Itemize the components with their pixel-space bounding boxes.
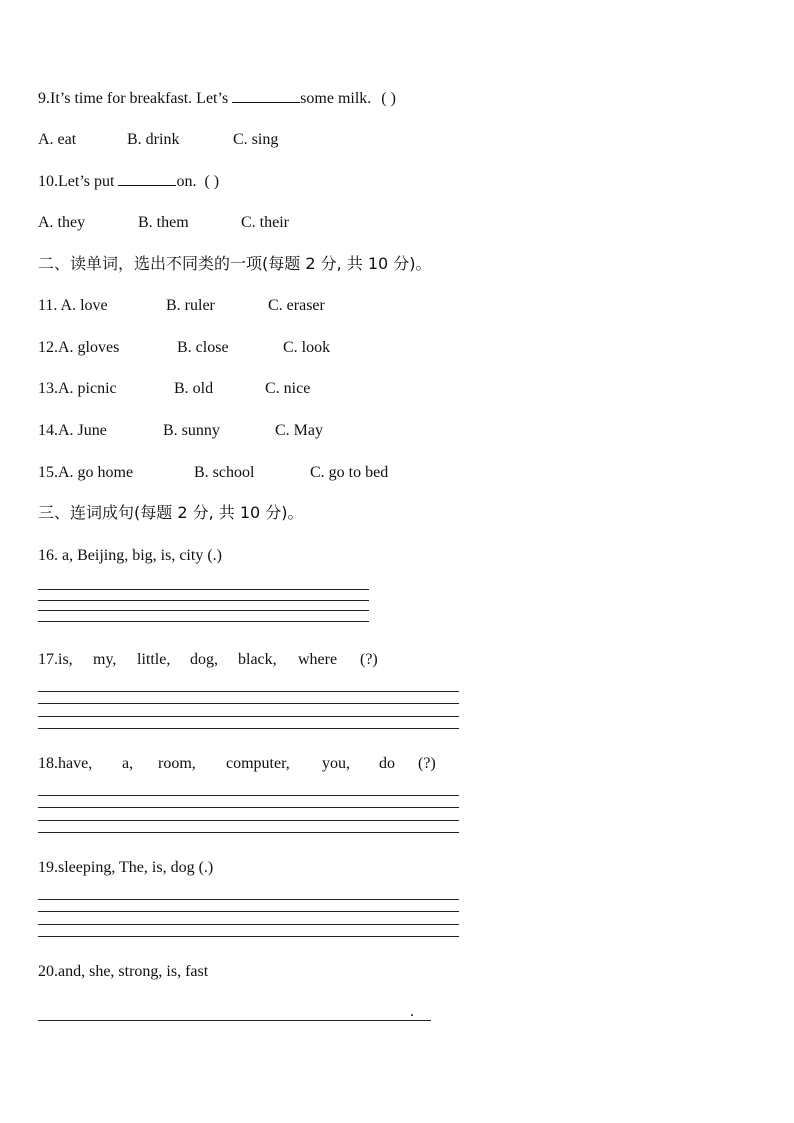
section-3-title: 三、连词成句(每题 2 分, 共 10 分)。 bbox=[38, 503, 304, 522]
question-18-word: room, bbox=[158, 755, 196, 772]
question-18-word: you, bbox=[322, 755, 350, 772]
question-17-word: 17.is, bbox=[38, 651, 73, 668]
question-10-option-c: C. their bbox=[241, 214, 289, 231]
question-17-word: (?) bbox=[360, 651, 378, 668]
question-17-word: little, bbox=[137, 651, 171, 668]
question-9-option-c: C. sing bbox=[233, 131, 279, 148]
question-10-blank[interactable] bbox=[118, 171, 176, 186]
question-10-stem: 10.Let’s put bbox=[38, 173, 115, 190]
question-9-stem: 9.It’s time for breakfast. Let’s bbox=[38, 90, 229, 107]
question-16-words: 16. a, Beijing, big, is, city (.) bbox=[38, 547, 222, 564]
question-13-option-a: 13.A. picnic bbox=[38, 380, 117, 397]
question-20-words: 20.and, she, strong, is, fast bbox=[38, 963, 209, 980]
question-19-words: 19.sleeping, The, is, dog (.) bbox=[38, 859, 214, 876]
question-11-option-c: C. eraser bbox=[268, 297, 325, 314]
question-9-stem-end: some milk. bbox=[300, 90, 372, 107]
question-15-option-a: 15.A. go home bbox=[38, 464, 134, 481]
question-10-option-b: B. them bbox=[138, 214, 189, 231]
question-18-word: (?) bbox=[418, 755, 436, 772]
question-13-option-c: C. nice bbox=[265, 380, 311, 397]
question-15-option-b: B. school bbox=[194, 464, 255, 481]
question-18-word: computer, bbox=[226, 755, 290, 772]
question-9-option-b: B. drink bbox=[127, 131, 180, 148]
question-18-word: a, bbox=[122, 755, 134, 772]
question-20-period: . bbox=[410, 1003, 414, 1020]
question-13-option-b: B. old bbox=[174, 380, 214, 397]
question-15-option-c: C. go to bed bbox=[310, 464, 389, 481]
question-18-word: 18.have, bbox=[38, 755, 93, 772]
question-10-answer-paren[interactable]: ( ) bbox=[204, 173, 220, 190]
question-11-option-a: 11. A. love bbox=[38, 297, 108, 314]
question-12-option-b: B. close bbox=[177, 339, 229, 356]
question-9-answer-paren[interactable]: ( ) bbox=[381, 90, 396, 107]
question-17-word: dog, bbox=[190, 651, 218, 668]
question-17-word: black, bbox=[238, 651, 277, 668]
question-11-option-b: B. ruler bbox=[166, 297, 215, 314]
question-17-word: where bbox=[298, 651, 338, 668]
question-9-blank[interactable] bbox=[232, 88, 300, 103]
question-14-option-a: 14.A. June bbox=[38, 422, 107, 439]
question-14-option-c: C. May bbox=[275, 422, 323, 439]
question-18-word: do bbox=[379, 755, 395, 772]
question-12-option-a: 12.A. gloves bbox=[38, 339, 120, 356]
question-12-option-c: C. look bbox=[283, 339, 331, 356]
question-14-option-b: B. sunny bbox=[163, 422, 220, 439]
question-9 bbox=[38, 88, 396, 109]
question-10-stem-end: on. bbox=[176, 173, 197, 190]
question-10-option-a: A. they bbox=[38, 214, 86, 231]
question-17-word: my, bbox=[93, 651, 117, 668]
section-2-title: 二、读单词，选出不同类的一项(每题 2 分, 共 10 分)。 bbox=[38, 254, 432, 273]
question-9-option-a: A. eat bbox=[38, 131, 77, 148]
question-10 bbox=[38, 171, 219, 192]
